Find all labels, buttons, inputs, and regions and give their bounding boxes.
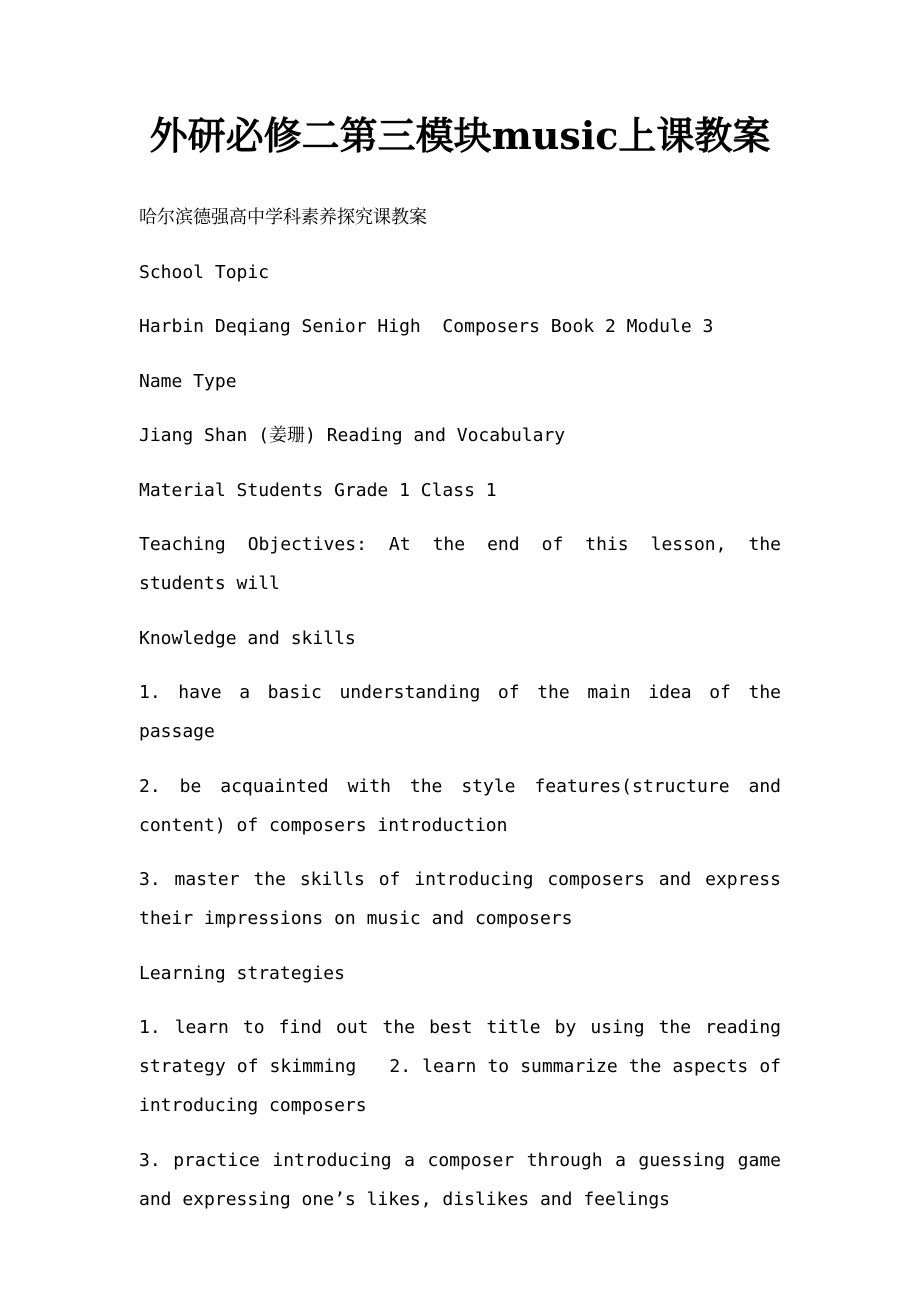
school-topic-value: Harbin Deqiang Senior High Composers Book 2 Module 3 bbox=[139, 316, 714, 337]
learning-strategies-heading: Learning strategies bbox=[139, 962, 345, 984]
knowledge-item-3: 3. master the skills of introducing composers and express their impressions on music and composers bbox=[139, 869, 792, 929]
document-title: 外研必修二第三模块music上课教案 bbox=[149, 113, 771, 158]
strategy-item-3: 3. practice introducing a composer through a guessing game and expressing one’s likes, dislikes and feelings bbox=[139, 1149, 792, 1210]
knowledge-skills-heading: Knowledge and skills bbox=[139, 627, 356, 649]
name-type-value: Jiang Shan (姜珊) Reading and Vocabulary bbox=[139, 425, 566, 446]
school-topic-label: School Topic bbox=[139, 261, 270, 283]
knowledge-item-2: 2. be acquainted with the style features(structure and content) of composers introduction bbox=[139, 775, 792, 836]
school-heading: 哈尔滨德强高中学科素养探究课教案 bbox=[139, 207, 427, 228]
knowledge-item-1: 1. have a basic understanding of the main idea of the passage bbox=[139, 682, 792, 742]
material-students: Material Students Grade 1 Class 1 bbox=[139, 479, 497, 501]
document-body bbox=[139, 198, 792, 1234]
strategy-items-1-2: 1. learn to find out the best title by using the reading strategy of skimming 2. learn to summarize the aspects of introducing composers bbox=[139, 1017, 792, 1116]
teaching-objectives: Teaching Objectives: At the end of this lesson, the students will bbox=[139, 534, 792, 594]
name-type-label: Name Type bbox=[139, 370, 237, 392]
